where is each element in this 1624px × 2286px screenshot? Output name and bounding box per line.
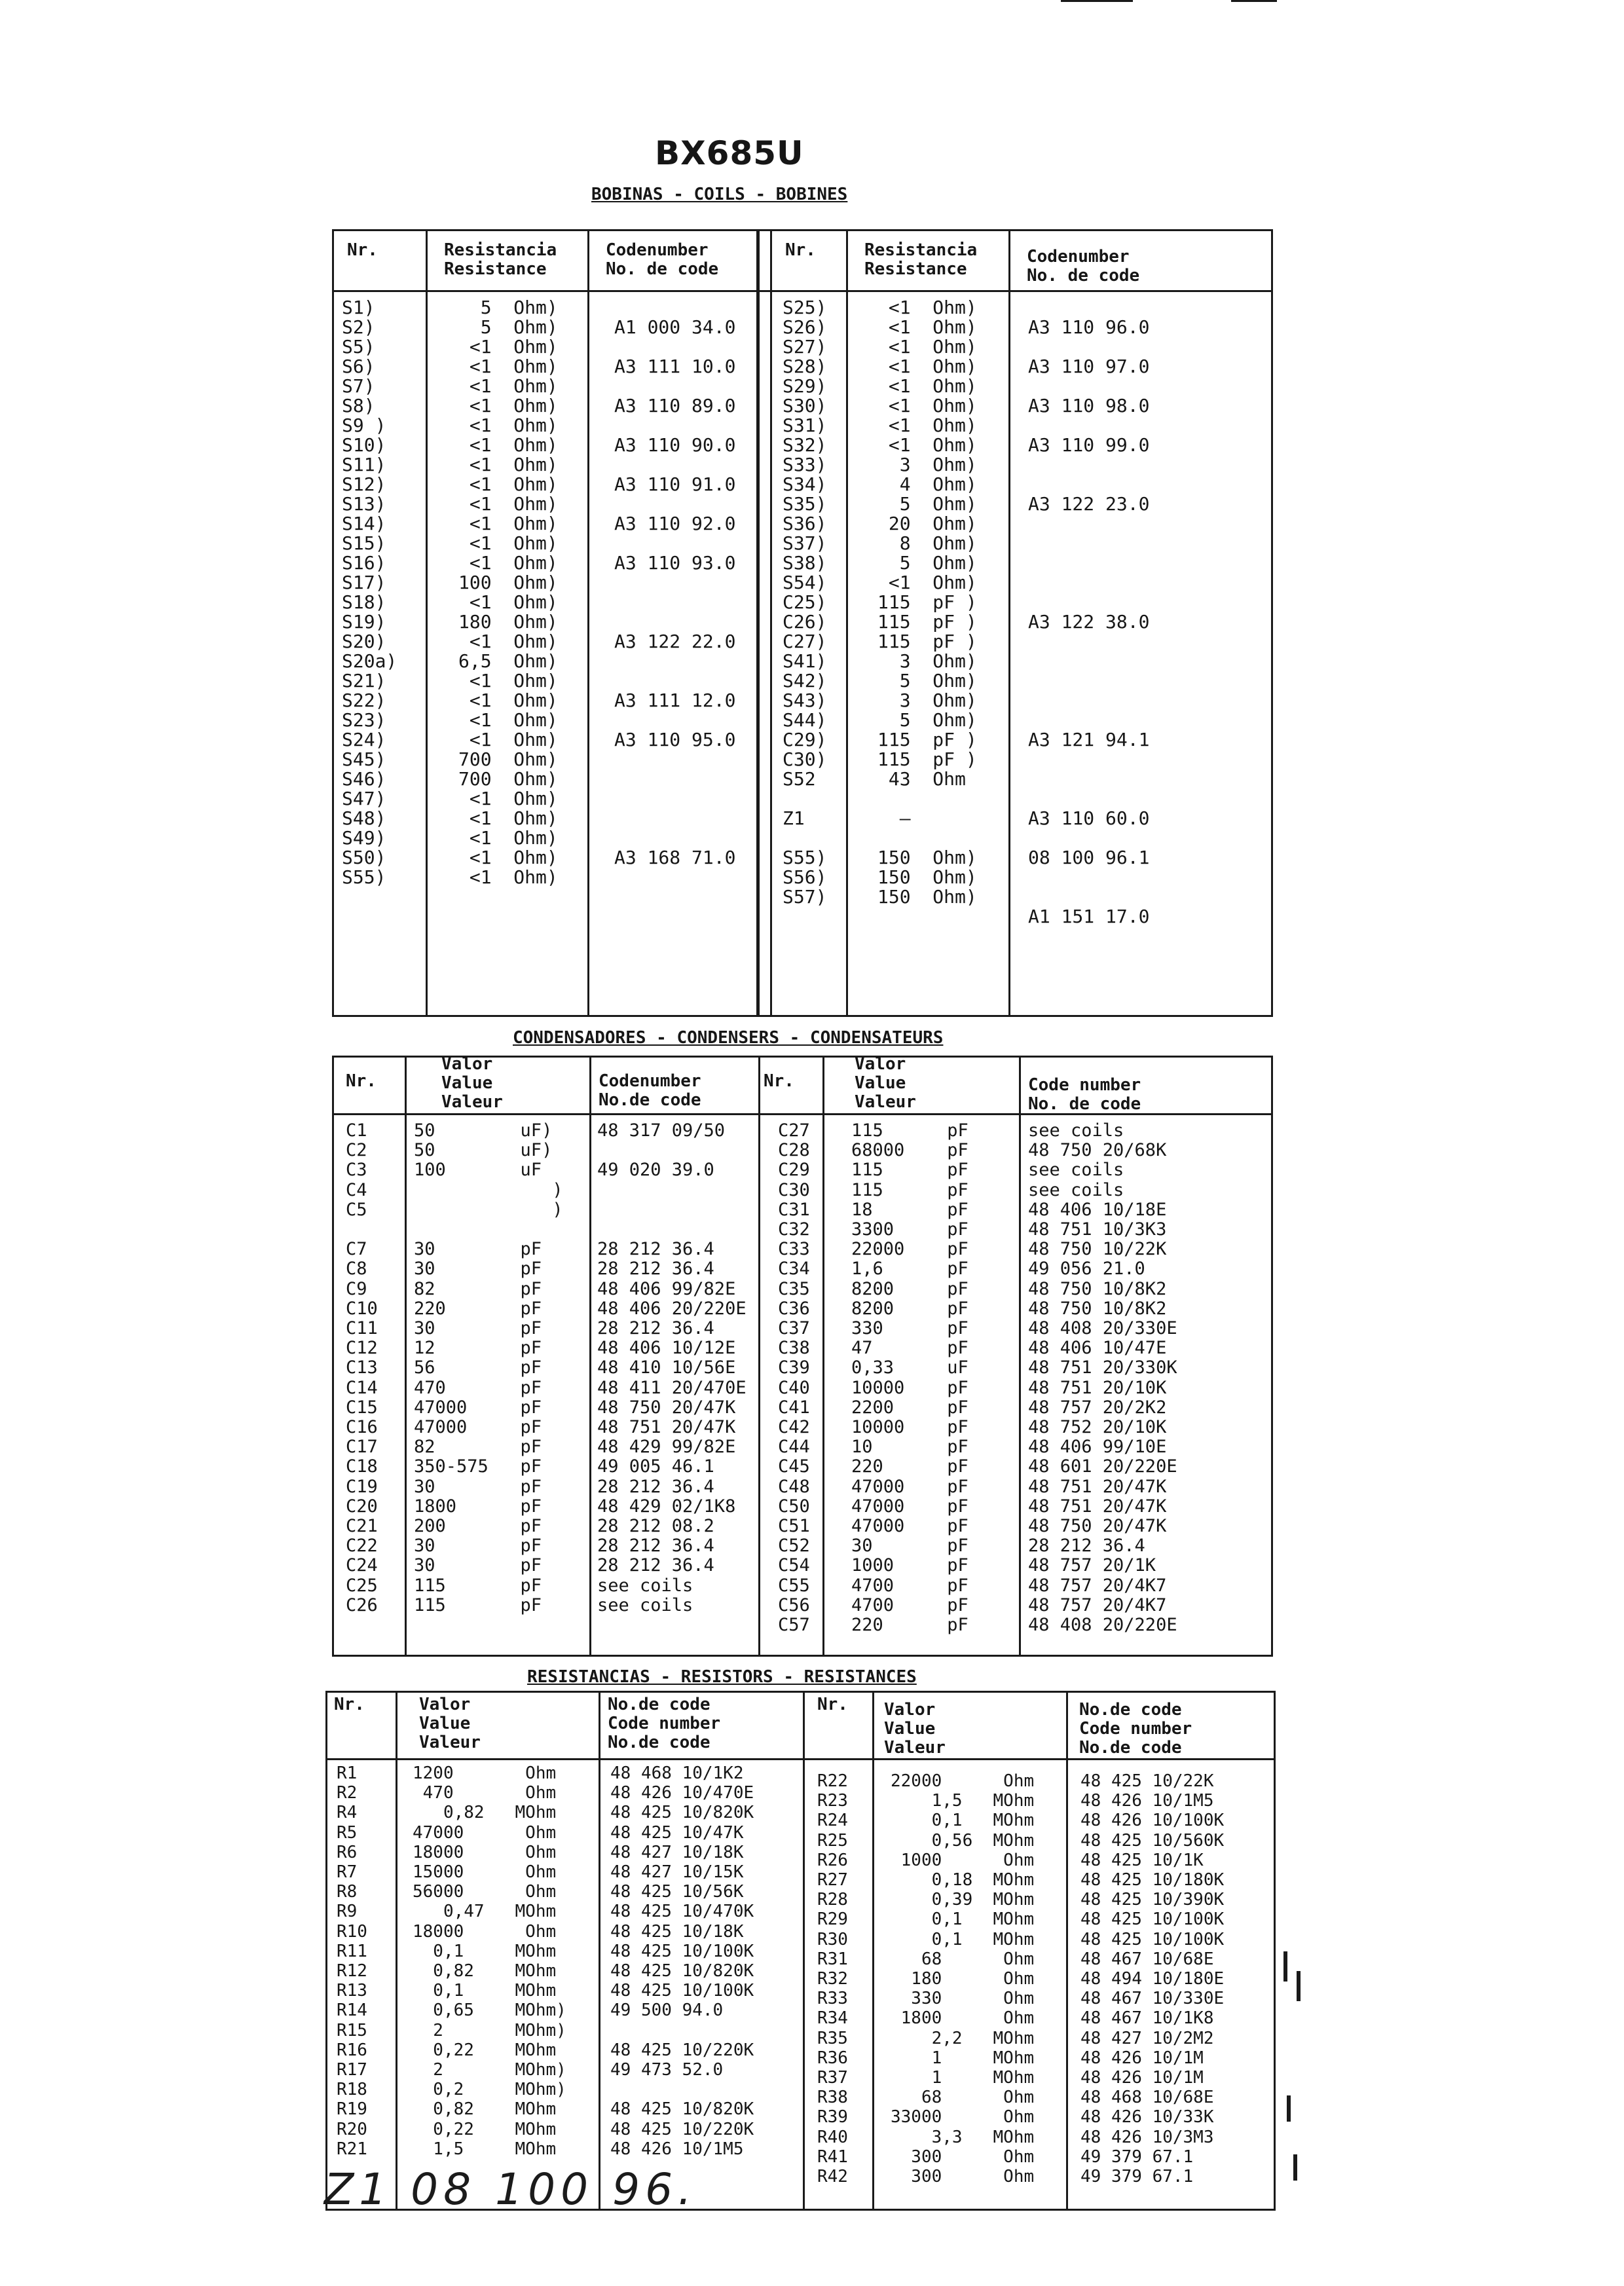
condensers-left-code-column: 48 317 09/50 49 020 39.0 28 212 36.4 28 212 36.4 48 406 99/82E 48 406 20/220E 28 212 36.4 48 406 10/12E 48 410 10/56E 48 411 20/470E 48 750 20/47K 48 751 20/47K 48 429 99/82E 49 005 46.1 28 212 36.4 48 429 02/1K8 28 212 08.2 28 212 36.4 28 212 36.4 see coils see coils [597, 1120, 747, 1615]
condensers-col-code: Codenumber No.de code [599, 1071, 701, 1110]
coils-col-resistance-right: Resistancia Resistance [864, 240, 978, 279]
coils-table [332, 229, 1273, 1017]
coils-col-nr: Nr. [347, 240, 378, 260]
coils-left-resistance-column: 5 Ohm) 5 Ohm) <1 Ohm) <1 Ohm) <1 Ohm) <1 Ohm) <1 Ohm) <1 Ohm) <1 Ohm) <1 Ohm) <1 Ohm) <1 Ohm) <1 Ohm) <1 Ohm) 100 Ohm) <1 Ohm) 180 Ohm) <1 Ohm) 6,5 Ohm) <1 Ohm) <1 Ohm) <1 Ohm) <1 Ohm) 700 Ohm) 700 Ohm) <1 Ohm) <1 Ohm) <1 Ohm) <1 Ohm) <1 Ohm) [458, 297, 558, 888]
coils-right-nr-column: S25) S26) S27) S28) S29) S30) S31) S32) S33) S34) S35) S36) S37) S38) S54) C25) C26) C27) S41) S42) S43) S44) C29) C30) S52 Z1 S55) S56) S57) [783, 297, 827, 908]
condensers-left-nr-column: C1 C2 C3 C4 C5 C7 C8 C9 C10 C11 C12 C13 C14 C15 C16 C17 C18 C19 C20 C21 C22 C24 C25 C26 [346, 1120, 378, 1615]
resistors-col-nr-right: Nr. [817, 1695, 848, 1714]
resistors-left-nr-column: R1 R2 R4 R5 R6 R7 R8 R9 R10 R11 R12 R13 R14 R15 R16 R17 R18 R19 R20 R21 [337, 1763, 367, 2159]
coils-col-resistance: Resistancia Resistance [444, 240, 557, 279]
resistors-heading: RESISTANCIAS - RESISTORS - RESISTANCES [527, 1667, 917, 1687]
coils-right-resistance-column: <1 Ohm) <1 Ohm) <1 Ohm) <1 Ohm) <1 Ohm) <1 Ohm) <1 Ohm) <1 Ohm) 3 Ohm) 4 Ohm) 5 Ohm) 20 Ohm) 8 Ohm) 5 Ohm) <1 Ohm) 115 pF ) 115 pF ) 115 pF ) 3 Ohm) 5 Ohm) 3 Ohm) 5 Ohm) 115 pF ) 115 pF ) 43 Ohm — 150 Ohm) 150 Ohm) 150 Ohm) [877, 297, 977, 908]
handwritten-note: Z1 08 100 96. [324, 2164, 697, 2215]
coils-col-code: Codenumber No. de code [606, 240, 719, 279]
condensers-right-code-column: see coils 48 750 20/68K see coils see coils 48 406 10/18E 48 751 10/3K3 48 750 10/22K 49 056 21.0 48 750 10/8K2 48 750 10/8K2 48 408 20/330E 48 406 10/47E 48 751 20/330K 48 751 20/10K 48 757 20/2K2 48 752 20/10K 48 406 99/10E 48 601 20/220E 48 751 20/47K 48 751 20/47K 48 750 20/47K 28 212 36.4 48 757 20/1K 48 757 20/4K7 48 757 20/4K7 48 408 20/220E [1028, 1120, 1177, 1636]
margin-mark [1287, 2095, 1291, 2122]
condensers-col-value: Valor Value Valeur [441, 1054, 503, 1112]
resistors-col-nr: Nr. [334, 1695, 365, 1714]
coils-left-nr-column: S1) S2) S5) S6) S7) S8) S9 ) S10) S11) S12) S13) S14) S15) S16) S17) S18) S19) S20) S20a) S21) S22) S23) S24) S45) S46) S47) S48) S49) S50) S55) [342, 297, 397, 888]
condensers-col-code-right: Code number No. de code [1028, 1075, 1141, 1114]
resistors-left-code-column: 48 468 10/1K2 48 426 10/470E 48 425 10/820K 48 425 10/47K 48 427 10/18K 48 427 10/15K 48 425 10/56K 48 425 10/470K 48 425 10/18K 48 425 10/100K 48 425 10/820K 48 425 10/100K 49 500 94.0 48 425 10/220K 49 473 52.0 48 425 10/820K 48 425 10/220K 48 426 10/1M5 [610, 1763, 754, 2159]
coils-left-code-column: A1 000 34.0 A3 111 10.0 A3 110 89.0 A3 110 90.0 A3 110 91.0 A3 110 92.0 A3 110 93.0 A3 122 22.0 A3 111 12.0 A3 110 95.0 A3 168 71.0 [614, 316, 736, 868]
resistors-left-value-column: 1200 Ohm 470 Ohm 0,82 MOhm 47000 Ohm 18000 Ohm 15000 Ohm 56000 Ohm 0,47 MOhm 18000 Ohm 0,1 MOhm 0,82 MOhm 0,1 MOhm 0,65 MOhm) 2 MOhm) 0,22 MOhm 2 MOhm) 0,2 MOhm) 0,82 MOhm 0,22 MOhm 1,5 MOhm [413, 1763, 566, 2159]
condensers-right-nr-column: C27 C28 C29 C30 C31 C32 C33 C34 C35 C36 C37 C38 C39 C40 C41 C42 C44 C45 C48 C50 C51 C52 C54 C55 C56 C57 [778, 1120, 810, 1636]
condensers-heading: CONDENSADORES - CONDENSERS - CONDENSATEURS [513, 1028, 944, 1048]
resistors-col-code: No.de code Code number No.de code [608, 1695, 721, 1752]
coils-right-code-column: A3 110 96.0 A3 110 97.0 A3 110 98.0 A3 110 99.0 A3 122 23.0 A3 122 38.0 A3 121 94.1 A3 110 60.0 08 100 96.1 A1 151 17.0 [1028, 316, 1150, 927]
margin-mark [1297, 1971, 1301, 2001]
condensers-col-nr-right: Nr. [764, 1071, 794, 1091]
resistors-col-value-right: Valor Value Valeur [884, 1700, 946, 1758]
margin-mark [1293, 2154, 1297, 2181]
coils-col-nr-right: Nr. [785, 240, 816, 260]
margin-mark [1283, 1951, 1287, 1982]
page-title: BX685U [655, 134, 804, 172]
condensers-col-value-right: Valor Value Valeur [855, 1054, 916, 1112]
resistors-table [325, 1691, 1276, 2211]
resistors-col-value: Valor Value Valeur [419, 1695, 481, 1752]
resistors-right-value-column: 22000 Ohm 1,5 MOhm 0,1 MOhm 0,56 MOhm 1000 Ohm 0,18 MOhm 0,39 MOhm 0,1 MOhm 0,1 MOhm 68 Ohm 180 Ohm 330 Ohm 1800 Ohm 2,2 MOhm 1 MOhm 1 MOhm 68 Ohm 33000 Ohm 3,3 MOhm 300 Ohm 300 Ohm [891, 1771, 1035, 2187]
resistors-col-code-right: No.de code Code number No.de code [1079, 1700, 1192, 1758]
condensers-col-nr: Nr. [346, 1071, 377, 1091]
top-edge-line [1061, 0, 1133, 2]
coils-col-code-right: Codenumber No. de code [1027, 247, 1140, 286]
condensers-left-value-column: 50 uF) 50 uF) 100 uF ) ) 30 pF 30 pF 82 pF 220 pF 30 pF 12 pF 56 pF 470 pF 47000 pF 47000 pF 82 pF 350-575 pF 30 pF 1800 pF 200 pF 30 pF 30 pF 115 pF 115 pF [414, 1120, 563, 1615]
condensers-right-value-column: 115 pF 68000 pF 115 pF 115 pF 18 pF 3300 pF 22000 pF 1,6 pF 8200 pF 8200 pF 330 pF 47 pF 0,33 uF 10000 pF 2200 pF 10000 pF 10 pF 220 pF 47000 pF 47000 pF 47000 pF 30 pF 1000 pF 4700 pF 4700 pF 220 pF [851, 1120, 969, 1636]
coils-heading: BOBINAS - COILS - BOBINES [591, 185, 848, 204]
resistors-right-code-column: 48 425 10/22K 48 426 10/1M5 48 426 10/100K 48 425 10/560K 48 425 10/1K 48 425 10/180K 48 425 10/390K 48 425 10/100K 48 425 10/100K 48 467 10/68E 48 494 10/180E 48 467 10/330E 48 467 10/1K8 48 427 10/2M2 48 426 10/1M 48 426 10/1M 48 468 10/68E 48 426 10/33K 48 426 10/3M3 49 379 67.1 49 379 67.1 [1080, 1771, 1225, 2187]
condensers-table [332, 1056, 1273, 1657]
resistors-right-nr-column: R22 R23 R24 R25 R26 R27 R28 R29 R30 R31 R32 R33 R34 R35 R36 R37 R38 R39 R40 R41 R42 [817, 1771, 848, 2187]
top-edge-line [1231, 0, 1277, 2]
